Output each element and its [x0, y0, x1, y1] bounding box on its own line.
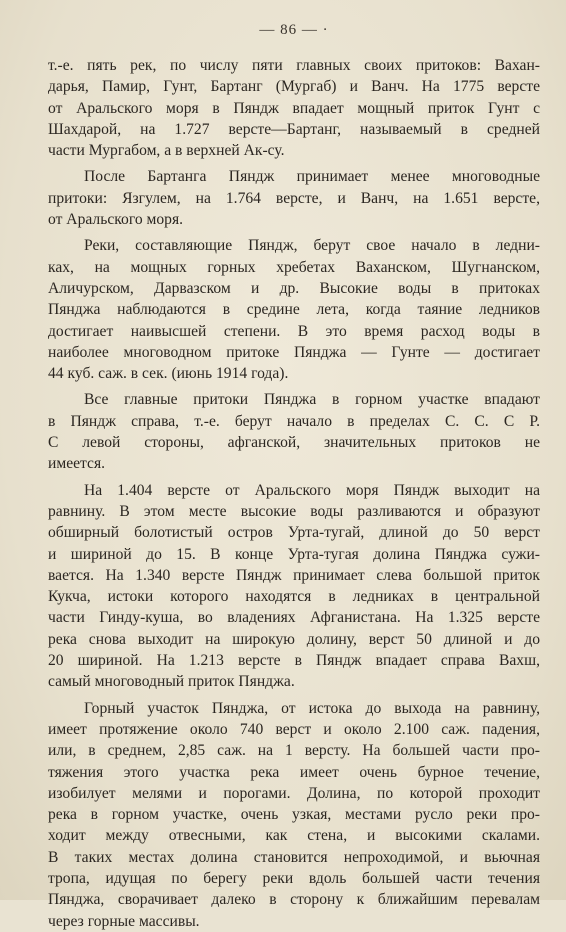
- text-line: ках, на мощных горных хребетах Ваханском, Шугнанском,: [48, 258, 540, 276]
- text-line: имеется.: [48, 455, 106, 473]
- text-line: ходит между отвесными, как стена, и высокими скалами.: [48, 827, 540, 845]
- paragraph-2: [48, 166, 540, 230]
- text-line: На 1.404 версте от Аральского моря Пяндж выходит на: [84, 481, 540, 499]
- text-line: С левой стороны, афганской, значительных притоков не: [48, 434, 540, 452]
- text-line: Пянджа, сворачивает далеко в сторону к ближайшим перевалам: [48, 891, 540, 909]
- paragraph-4: [48, 389, 540, 474]
- text-line: тропа, идущая по берегу реки вдоль большей части течения: [48, 869, 540, 887]
- text-line: достигает наивысшей степени. В это время расход воды в: [48, 322, 540, 340]
- text-line: или, в среднем, 2,85 саж. на 1 версту. На большей части про-: [48, 742, 540, 760]
- text-line: Горный участок Пянджа, от истока до выхода на равнину,: [84, 699, 540, 717]
- text-line: Все главные притоки Пянджа в горном участке впадают: [84, 391, 540, 409]
- paragraph-6: [48, 698, 540, 932]
- text-line: дарья, Памир, Гунт, Бартанг (Мургаб) и Ванч. На 1775 версте: [48, 78, 540, 96]
- text-line: т.-е. пять рек, по числу пяти главных своих притоков: Вахан-: [48, 57, 540, 74]
- text-line: Реки, составляющие Пяндж, берут свое начало в ледни-: [84, 237, 540, 255]
- text-line: река в горном участке, очень узкая, местами русло реки про-: [48, 806, 540, 824]
- text-line: равнину. В этом месте высокие воды разливаются и образуют: [48, 502, 540, 520]
- text-line: наиболее многоводном притоке Пянджа — Гунте — достигает: [48, 343, 540, 361]
- text-line: тяжения этого участка река имеет очень бурное течение,: [48, 763, 540, 781]
- text-line: и шириной до 15. В конце Урта-тугая долина Пянджа сужи-: [48, 545, 540, 563]
- text-line: 20 шириной. На 1.213 версте в Пяндж впадает справа Вахш,: [48, 652, 540, 670]
- page-number: — 86 — ·: [259, 22, 329, 38]
- text-line: имеет протяжение около 740 верст и около 2.100 саж. падения,: [48, 720, 540, 738]
- text-line: Шахдарой, на 1.727 версте—Бартанг, называемый в средней: [48, 120, 540, 138]
- text-line: в Пяндж справа, т.-е. берут начало в пределах С. С. С Р.: [48, 412, 540, 430]
- text-line: части Мургабом, а в верхней Ак-су.: [48, 142, 285, 160]
- text-line: Аличурском, Дарвазском и др. Высокие воды в притоках: [48, 279, 540, 297]
- text-line: 44 куб. саж. в сек. (июнь 1914 года).: [48, 365, 289, 383]
- text-line: изобилует мелями и порогами. Долина, по которой проходит: [48, 784, 540, 802]
- text-line: В таких местах долина становится непроходимой, и вьючная: [48, 848, 540, 866]
- text-line: от Аральского моря в Пяндж впадает мощный приток Гунт с: [48, 99, 540, 117]
- paragraph-5: [48, 480, 540, 693]
- text-line: части Гинду-куша, во владениях Афганистана. На 1.325 версте: [48, 609, 540, 627]
- text-line: Пянджа наблюдаются в средине лета, когда таяние ледников: [48, 301, 540, 319]
- text-line: притоки: Язгулем, на 1.764 версте, и Ванч, на 1.651 версте,: [48, 189, 540, 207]
- text-line: обширный болотистый остров Урта-тугай, длиной до 50 верст: [48, 524, 540, 542]
- text-line: Кукча, истоки которого находятся в ледниках в центральной: [48, 588, 540, 606]
- text-line: вается. На 1.340 версте Пяндж принимает слева большой приток: [48, 566, 540, 584]
- text-line: через горные массивы.: [48, 912, 200, 930]
- text-line: После Бартанга Пяндж принимает менее многоводные: [84, 168, 540, 186]
- paragraph-1: [48, 55, 540, 161]
- text-line: река снова выходит на широкую долину, верст 50 длиной и до: [48, 630, 540, 648]
- text-line: самый многоводный приток Пянджа.: [48, 673, 295, 691]
- text-line: от Аральского моря.: [48, 211, 184, 229]
- body-text: [48, 55, 540, 932]
- paragraph-3: [48, 235, 540, 384]
